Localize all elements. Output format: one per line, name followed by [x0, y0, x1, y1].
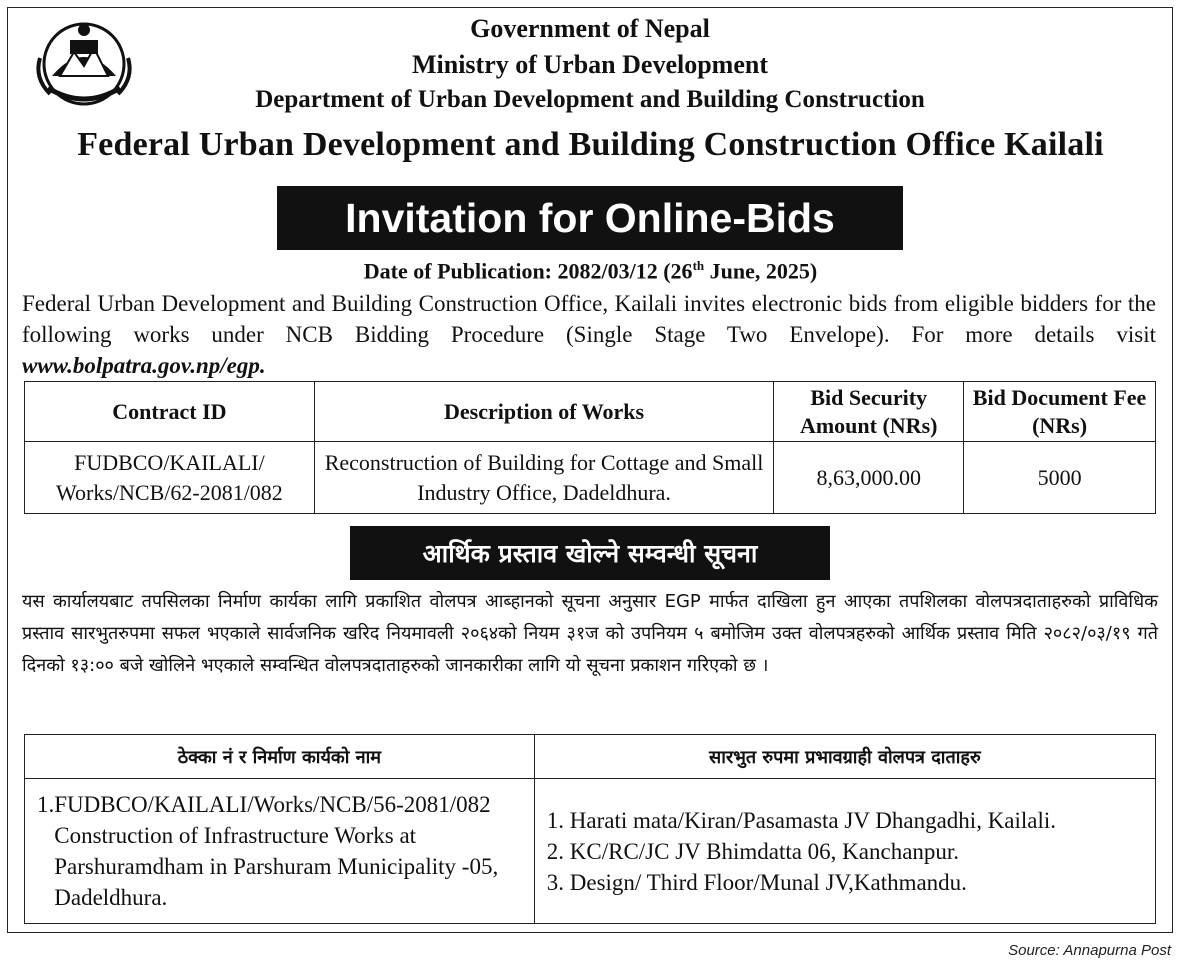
department-line: Department of Urban Development and Building Construction [255, 86, 925, 113]
financial-proposal-banner: आर्थिक प्रस्ताव खोल्ने सम्वन्धी सूचना [350, 526, 830, 580]
office-title: Federal Urban Development and Building Construction Office Kailali [77, 126, 1104, 163]
fee-cell: 5000 [964, 442, 1156, 514]
contract-id-cell: FUDBCO/KAILALI/ Works/NCB/62-2081/082 [25, 442, 315, 514]
list-item: 3. Design/ Third Floor/Munal JV,Kathmandu. [546, 869, 967, 895]
intro-paragraph: Federal Urban Development and Building Construction Office, Kailali invites electronic bids from eligible bidders for the following works under NCB Bidding Procedure (Single Stage Two Envelope). For more details visit www.bolpatra.gov.np/egp. [22, 291, 1156, 378]
header-bid-security: Bid Security Amount (NRs) [774, 382, 964, 442]
security-cell: 8,63,000.00 [774, 442, 964, 514]
govt-line: Government of Nepal [470, 14, 710, 43]
nepal-emblem-icon [30, 18, 138, 110]
source-credit: Source: Annapurna Post [1008, 942, 1171, 959]
work-number: 1. [37, 792, 55, 817]
header-contract-name: ठेक्का नं र निर्माण कार्यको नाम [25, 735, 535, 779]
table-row [25, 442, 1156, 514]
nepali-notice-paragraph: यस कार्यालयबाट तपसिलका निर्माण कार्यका लागि प्रकाशित वोलपत्र आब्हानको सूचना अनुसार EGP मार्फत दाखिला हुन आएका तपशिलका वोलपत्रदाताहरुको प्राविधिक प्रस्ताव सारभुतरुपमा सफल भएकाले सार्वजनिक खरिद नियमावली २०६४को नियम ३१ज को उपनियम ५ बमोजिम उक्त वोलपत्रहरुको आर्थिक प्रस्ताव मिति २०८२/०३/१९ गते दिनको १३:०० बजे खोलिने भएकाले सम्वन्धित वोलपत्रदाताहरुको जानकारीका लागि यो सूचना प्रकाशन गरिएको छ । [22, 591, 1158, 676]
header-document-fee: Bid Document Fee (NRs) [964, 382, 1156, 442]
work-cell [25, 779, 535, 924]
egp-link[interactable]: www.bolpatra.gov.np/egp. [22, 353, 266, 378]
bidders-cell [534, 779, 1155, 924]
table-row [25, 779, 1156, 924]
work-description: FUDBCO/KAILALI/Works/NCB/56-2081/082 Construction of Infrastructure Works at Parshuramdham in Parshuram Municipality -05, Dadeldhura. [54, 792, 499, 910]
works-table [24, 734, 1156, 924]
description-cell: Reconstruction of Building for Cottage and Small Industry Office, Dadeldhura. [314, 442, 773, 514]
invitation-banner: Invitation for Online-Bids [277, 186, 903, 250]
ministry-line: Ministry of Urban Development [411, 50, 768, 79]
list-item: 1. Harati mata/Kiran/Pasamasta JV Dhangadhi, Kailali. [546, 807, 1057, 833]
header-bidders: सारभुत रुपमा प्रभावग्राही वोलपत्र दाताहरु [534, 735, 1155, 779]
header-contract-id: Contract ID [25, 382, 315, 442]
header-description: Description of Works [314, 382, 773, 442]
list-item: 2. KC/RC/JC JV Bhimdatta 06, Kanchanpur. [546, 838, 960, 864]
publication-date: Date of Publication: 2082/03/12 (26th June, 2025) [363, 258, 818, 284]
bid-table [24, 381, 1156, 514]
bidders-list [547, 805, 1143, 898]
